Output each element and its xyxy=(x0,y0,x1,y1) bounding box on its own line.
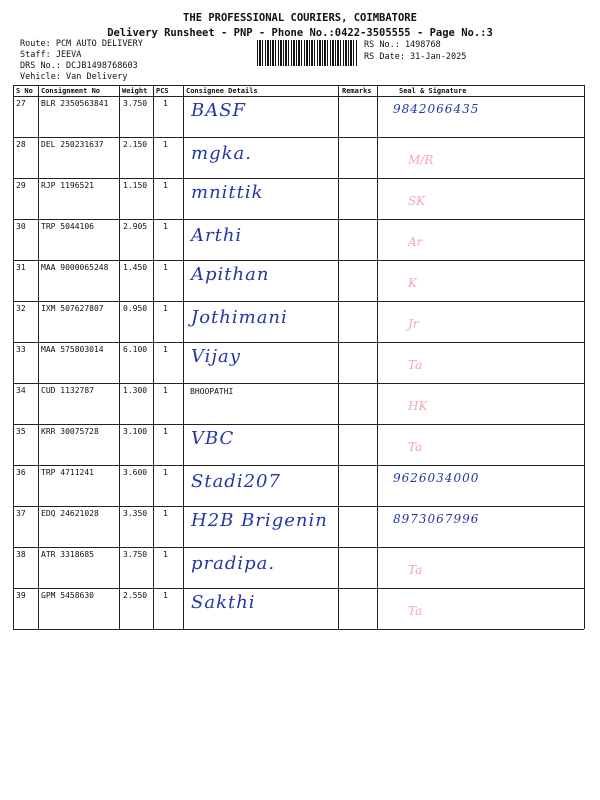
weight-value: 3.350 xyxy=(123,509,148,518)
consignment-number: IXM 507627807 xyxy=(41,304,104,313)
pieces-count: 1 xyxy=(163,550,168,559)
consignee-handwriting: Sakthi xyxy=(191,592,256,613)
consignment-number: GPM 5458630 xyxy=(41,591,94,600)
serial-number: 35 xyxy=(16,427,26,436)
consignment-number: TRP 4711241 xyxy=(41,468,94,477)
table-row xyxy=(13,178,584,219)
consignment-number: ATR 3318685 xyxy=(41,550,94,559)
table-row xyxy=(13,588,584,629)
consignment-number: KRR 30075728 xyxy=(41,427,99,436)
serial-number: 38 xyxy=(16,550,26,559)
seal-stamp: Jr xyxy=(408,317,419,331)
serial-number: 27 xyxy=(16,99,26,108)
weight-value: 0.950 xyxy=(123,304,148,313)
consignment-number: MAA 9000065248 xyxy=(41,263,109,272)
runsheet-subtitle: Delivery Runsheet - PNP - Phone No.:0422-3505555 - Page No.:3 xyxy=(107,27,493,39)
serial-number: 34 xyxy=(16,386,26,395)
consignee-handwriting: BASF xyxy=(191,100,247,121)
consignment-number: CUD 1132787 xyxy=(41,386,94,395)
pieces-count: 1 xyxy=(163,181,168,190)
table-row xyxy=(13,301,584,342)
table-row-rule xyxy=(13,424,584,425)
pieces-count: 1 xyxy=(163,386,168,395)
table-row xyxy=(13,137,584,178)
pieces-count: 1 xyxy=(163,591,168,600)
consignee-handwriting: H2B Brigenin xyxy=(191,510,328,531)
table-row xyxy=(13,424,584,465)
consignee-handwriting: Vijay xyxy=(191,346,241,367)
table-row-rule xyxy=(13,629,584,630)
table-row-rule xyxy=(13,96,584,97)
serial-number: 37 xyxy=(16,509,26,518)
table-row xyxy=(13,342,584,383)
consignee-name: BHOOPATHI xyxy=(190,387,234,396)
seal-stamp: K xyxy=(408,276,417,290)
serial-number: 30 xyxy=(16,222,26,231)
seal-stamp: HK xyxy=(408,399,428,413)
table-row-rule xyxy=(13,219,584,220)
col-header-pcs: PCS xyxy=(156,87,169,95)
table-row-rule xyxy=(13,137,584,138)
col-header-sno: S No xyxy=(16,87,33,95)
table-row-rule xyxy=(13,383,584,384)
barcode xyxy=(257,40,357,66)
seal-stamp: Ta xyxy=(408,358,423,372)
route-label: Route: PCM AUTO DELIVERY xyxy=(20,39,143,49)
table-row-rule xyxy=(13,301,584,302)
signature-handwriting: 8973067996 xyxy=(393,512,480,526)
consignee-handwriting: mnittik xyxy=(191,182,264,203)
table-row xyxy=(13,547,584,588)
table-row xyxy=(13,96,584,137)
rs-number: RS No.: 1498768 xyxy=(364,40,441,50)
drs-label: DRS No.: DCJB1498768603 xyxy=(20,61,138,71)
consignee-handwriting: VBC xyxy=(191,428,235,449)
table-row xyxy=(13,465,584,506)
seal-stamp: M/R xyxy=(408,153,434,167)
table-row-rule xyxy=(13,342,584,343)
consignment-number: BLR 2350563841 xyxy=(41,99,109,108)
table-row-rule xyxy=(13,465,584,466)
signature-handwriting: 9842066435 xyxy=(393,102,480,116)
weight-value: 3.750 xyxy=(123,550,148,559)
col-header-signature: Seal & Signature xyxy=(399,87,467,95)
serial-number: 36 xyxy=(16,468,26,477)
pieces-count: 1 xyxy=(163,222,168,231)
weight-value: 1.300 xyxy=(123,386,148,395)
table-row-rule xyxy=(13,85,584,86)
weight-value: 3.100 xyxy=(123,427,148,436)
pieces-count: 1 xyxy=(163,427,168,436)
weight-value: 3.600 xyxy=(123,468,148,477)
pieces-count: 1 xyxy=(163,468,168,477)
consignment-number: DEL 250231637 xyxy=(41,140,104,149)
pieces-count: 1 xyxy=(163,509,168,518)
weight-value: 6.100 xyxy=(123,345,148,354)
consignee-handwriting: pradipa. xyxy=(191,553,276,574)
consignment-number: RJP 1196521 xyxy=(41,181,94,190)
serial-number: 33 xyxy=(16,345,26,354)
seal-stamp: Ar xyxy=(408,235,423,249)
pieces-count: 1 xyxy=(163,263,168,272)
serial-number: 28 xyxy=(16,140,26,149)
signature-handwriting: 9626034000 xyxy=(393,471,480,485)
table-row-rule xyxy=(13,588,584,589)
table-row xyxy=(13,383,584,424)
weight-value: 2.905 xyxy=(123,222,148,231)
seal-stamp: Ta xyxy=(408,563,423,577)
table-row-rule xyxy=(13,506,584,507)
table-row xyxy=(13,219,584,260)
consignment-number: EDQ 24621028 xyxy=(41,509,99,518)
consignment-number: MAA 575803014 xyxy=(41,345,104,354)
consignment-number: TRP 5044106 xyxy=(41,222,94,231)
col-header-consignment: Consignment No xyxy=(41,87,101,95)
consignee-handwriting: Arthi xyxy=(191,225,243,246)
table-row-rule xyxy=(13,260,584,261)
vehicle-label: Vehicle: Van Delivery xyxy=(20,72,128,82)
weight-value: 3.750 xyxy=(123,99,148,108)
pieces-count: 1 xyxy=(163,99,168,108)
table-row-rule xyxy=(13,178,584,179)
company-title: THE PROFESSIONAL COURIERS, COIMBATORE xyxy=(183,12,417,24)
weight-value: 1.150 xyxy=(123,181,148,190)
col-header-remarks: Remarks xyxy=(342,87,372,95)
serial-number: 32 xyxy=(16,304,26,313)
table-column-rule xyxy=(584,85,585,629)
table-row xyxy=(13,260,584,301)
seal-stamp: Ta xyxy=(408,604,423,618)
consignee-handwriting: mgka. xyxy=(191,143,252,164)
seal-stamp: Ta xyxy=(408,440,423,454)
rs-date: RS Date: 31-Jan-2025 xyxy=(364,52,467,62)
serial-number: 31 xyxy=(16,263,26,272)
table-row xyxy=(13,506,584,547)
runsheet-table xyxy=(13,85,584,632)
pieces-count: 1 xyxy=(163,304,168,313)
pieces-count: 1 xyxy=(163,345,168,354)
consignee-handwriting: Apithan xyxy=(191,264,270,285)
weight-value: 2.150 xyxy=(123,140,148,149)
col-header-weight: Weight xyxy=(122,87,148,95)
seal-stamp: SK xyxy=(408,194,426,208)
consignee-handwriting: Stadi207 xyxy=(191,471,281,492)
consignee-handwriting: Jothimani xyxy=(191,307,288,328)
col-header-consignee: Consignee Details xyxy=(186,87,258,95)
staff-label: Staff: JEEVA xyxy=(20,50,82,60)
serial-number: 29 xyxy=(16,181,26,190)
pieces-count: 1 xyxy=(163,140,168,149)
weight-value: 2.550 xyxy=(123,591,148,600)
weight-value: 1.450 xyxy=(123,263,148,272)
serial-number: 39 xyxy=(16,591,26,600)
table-row-rule xyxy=(13,547,584,548)
